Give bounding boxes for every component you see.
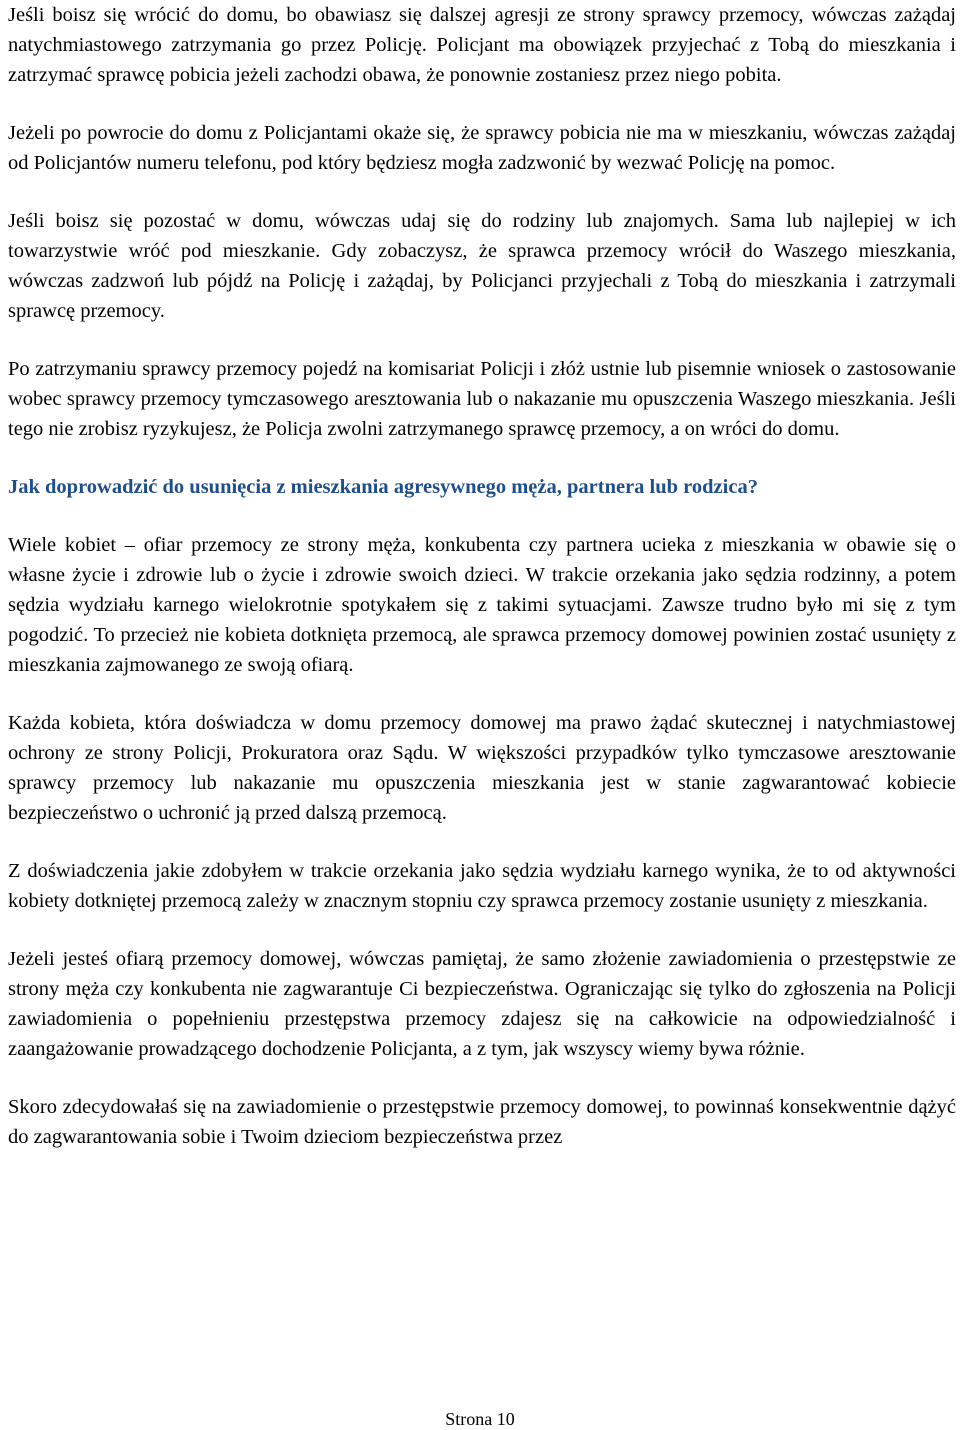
- paragraph: Wiele kobiet – ofiar przemocy ze strony męża, konkubenta czy partnera ucieka z mieszkania w obawie się o własne życie i zdrowie lub o życie i zdrowie swoich dzieci. W trakcie orzekania jako sędzia rodzinny, a potem sędzia wydziału karnego wielokrotnie spotykałem się z takimi sytuacjami. Zawsze trudno było mi się z tym pogodzić. To przecież nie kobieta dotknięta przemocą, ale sprawca przemocy domowej powinien zostać usunięty z mieszkania zajmowanego ze swoją ofiarą.: [8, 534, 956, 676]
- paragraph: Jeżeli jesteś ofiarą przemocy domowej, wówczas pamiętaj, że samo złożenie zawiadomienia o przestępstwie ze strony męża czy konkubenta nie zagwarantuje Ci bezpieczeństwa. Ograniczając się tylko do zgłoszenia na Policji zawiadomienia o popełnieniu przestępstwa przemocy zdajesz się na całkowicie na odpowiedzialność i zaangażowanie prowadzącego dochodzenie Policjanta, a z tym, jak wszyscy wiemy bywa różnie.: [8, 948, 956, 1060]
- page-number: Strona 10: [445, 1409, 515, 1429]
- paragraph: Po zatrzymaniu sprawcy przemocy pojedź na komisariat Policji i złóż ustnie lub pisemnie wniosek o zastosowanie wobec sprawcy przemocy tymczasowego aresztowania lub o nakazanie mu opuszczenia Waszego mieszkania. Jeśli tego nie zrobisz ryzykujesz, że Policja zwolni zatrzymanego sprawcę przemocy, a on wróci do domu.: [8, 358, 956, 440]
- paragraph: Jeśli boisz się pozostać w domu, wówczas udaj się do rodziny lub znajomych. Sama lub najlepiej w ich towarzystwie wróć pod mieszkanie. Gdy zobaczysz, że sprawca przemocy wrócił do Waszego mieszkania, wówczas zadzwoń lub pójdź na Policję i zażądaj, by Policjanci przyjechali z Tobą do mieszkania i zatrzymali sprawcę przemocy.: [8, 210, 956, 322]
- document-page: [8, 0, 956, 1180]
- paragraph: Jeżeli po powrocie do domu z Policjantami okaże się, że sprawcy pobicia nie ma w mieszkaniu, wówczas zażądaj od Policjantów numeru telefonu, pod który będziesz mogła zadzwonić by wezwać Policję na pomoc.: [8, 122, 956, 174]
- section-heading: Jak doprowadzić do usunięcia z mieszkania agresywnego męża, partnera lub rodzica?: [8, 476, 758, 498]
- paragraph: Z doświadczenia jakie zdobyłem w trakcie orzekania jako sędzia wydziału karnego wynika, że to od aktywności kobiety dotkniętej przemocą zależy w znacznym stopniu czy sprawca przemocy zostanie usunięty z mieszkania.: [8, 860, 956, 912]
- paragraph: Skoro zdecydowałaś się na zawiadomienie o przestępstwie przemocy domowej, to powinnaś konsekwentnie dążyć do zagwarantowania sobie i Twoim dzieciom bezpieczeństwa przez: [8, 1096, 956, 1148]
- paragraph: Jeśli boisz się wrócić do domu, bo obawiasz się dalszej agresji ze strony sprawcy przemocy, wówczas zażądaj natychmiastowego zatrzymania go przez Policję. Policjant ma obowiązek przyjechać z Tobą do mieszkania i zatrzymać sprawcę pobicia jeżeli zachodzi obawa, że ponownie zostaniesz przez niego pobita.: [8, 4, 956, 86]
- paragraph: Każda kobieta, która doświadcza w domu przemocy domowej ma prawo żądać skutecznej i natychmiastowej ochrony ze strony Policji, Prokuratora oraz Sądu. W większości przypadków tylko tymczasowe aresztowanie sprawcy przemocy lub nakazanie mu opuszczenia mieszkania jest w stanie zagwarantować kobiecie bezpieczeństwo o uchronić ją przed dalszą przemocą.: [8, 712, 956, 824]
